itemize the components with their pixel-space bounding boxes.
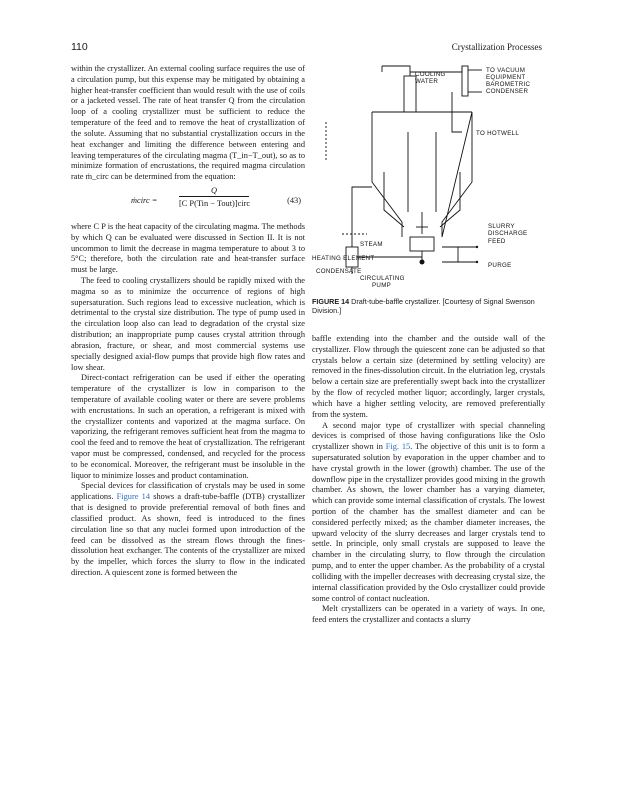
label-heating-element: HEATING ELEMENT [312, 255, 375, 262]
paragraph-text: shows a draft-tube-baffle (DTB) crystallizer that is designed to provide preferential removal of both fines and classified product. As shown, feed is introduced to the fines circulation line so that any nuclei formed upon introduction of the feed can be dissolved as the stream flows through the fines-dissolution heat exchanger. The contents of the crystallizer are mixed by the impeller, which forces the slurry to flow in the indicated direction. A quiescent zone is formed between the [71, 492, 305, 577]
label-cooling-water: COOLING WATER [415, 71, 446, 85]
equation-fraction [179, 186, 249, 208]
equation-number: (43) [287, 195, 301, 205]
equation-numerator: Q [179, 186, 249, 197]
paragraph: The feed to cooling crystallizers should be rapidly mixed with the magma so as to minimize the occurrence of regions of high supersaturation. Such regions lead to excessive nucleation, which is detrimental to the crystal size distribution. The type of pump used in the circulation loop also can lead to degradation of the crystal size distribution; an inappropriate pump causes crystal attrition through abrasion, fracture, or shear, and most commercial systems use specially designed axial-flow pumps that provide high flow rates and low shear. [71, 276, 305, 372]
label-circulating-pump: CIRCULATING PUMP [360, 275, 405, 289]
paragraph: baffle extending into the chamber and the outside wall of the crystallizer. Flow through the quiescent zone can be adjusted so that crystals below a certain size (determined by settling velocity) are removed in the fines-dissolution circuit. In the elutriation leg, crystals below a certain size are preferentially swept back into the crystallizer by the flow of recycled mother liquor; accordingly, larger crystals, which have a higher settling velocity, are removed preferentially from the system. [312, 334, 545, 419]
figure-14-diagram [312, 62, 545, 292]
paragraph: where C P is the heat capacity of the circulating magma. The methods by which Q can be evaluated were discussed in Section II. It is not uncommon to limit the decrease in magma temperature to about 3 to 5°C; therefore, both the circulation rate and heat-transfer surface must be large. [71, 221, 305, 275]
paragraph-text: . The objective of this unit is to form a supersaturated solution by evaporation in the upper chamber and to have crystal growth in the lower (growth) chamber. The use of the downflow pipe in the crystallizer provides good mixing in the growth chamber. As shown, the lower chamber has a varying diameter, which can provide some internal classification of crystals. The lowest portion of the chamber has the smallest diameter and can be considered perfectly mixed; as the chamber diameter increases, the upward velocity of the slurry decreases and larger crystals tend to settle. In principle, only small crystals are supposed to leave the chamber in the circulating slurry, to flow through the circulation pump, and to enter the upper chamber. As the probability of a crystal colliding with the impeller decreases with decreasing crystal size, the internal classification provided by the Oslo crystallizer could provide some control of contact nucleation. [312, 442, 545, 603]
page-number: 110 [71, 41, 88, 53]
paragraph-text: A second major type of crystallizer with special channeling devices is comprised of those having configurations like the Oslo crystallizer shown in [312, 420, 545, 452]
label-hotwell: TO HOTWELL [476, 130, 520, 137]
figure-caption-text: Draft-tube-baffle crystallizer. [Courtesy of Signal Swenson Division.] [312, 297, 535, 315]
label-feed: FEED [488, 238, 506, 245]
label-condensate: CONDENSATE [316, 268, 362, 275]
right-column [312, 334, 545, 626]
figure-14-link[interactable]: Figure 14 [116, 492, 150, 502]
label-slurry-discharge: SLURRY DISCHARGE [488, 223, 528, 237]
running-title: Crystallization Processes [451, 42, 542, 52]
equation-denominator: [C P(Tin − Tout)]circ [179, 198, 251, 208]
paragraph: Direct-contact refrigeration can be used if either the operating temperature of the crystallizer is low in comparison to the temperature of available cooling water or there are severe problems with encrustations. In such an operation, a refrigerant is mixed with the crystallizer contents and vaporized at the magma surface. On vaporizing, the refrigerant removes sufficient heat from the magma to cool the feed and to remove the heat of crystallization. The refrigerant vapor must be compressed, condensed, and recycled for the process to be economical. Moreover, the refrigerant must be insoluble in the liquor to minimize losses and product contamination. [71, 373, 305, 480]
label-purge: PURGE [488, 262, 512, 269]
equation-43 [71, 186, 305, 218]
paragraph [312, 421, 545, 605]
figure-caption [312, 297, 545, 315]
paragraph: Melt crystallizers can be operated in a variety of ways. In one, feed enters the crystallizer and contacts a slurry [312, 604, 545, 625]
label-steam: STEAM [360, 241, 383, 248]
figure-caption-label: FIGURE 14 [312, 297, 350, 306]
label-vacuum: TO VACUUM EQUIPMENT BAROMETRIC CONDENSER [486, 67, 531, 95]
paragraph-text: Special devices for classification of crystals may be used in some applications. [71, 481, 305, 502]
paragraph: within the crystallizer. An external cooling surface requires the use of a circulation pump, but this expense may be mitigated by obtaining a higher heat-transfer coefficient than would result with the use of coils or a jacketed vessel. The rate of heat transfer Q from the circulation loop of a cooling crystallizer must be sufficient to reduce the temperature of the feed and to remove the heat of crystallization of the solute. Assuming that no substantial crystallization occurs in the heat exchanger and limiting the difference between entering and leaving temperatures of the circulating magma (T_in−T_out), so as to minimize formation of encrustations, the required magma circulation rate ṁ_circ can be determined from the equation: [71, 64, 305, 182]
equation-lhs: ṁcirc = [131, 195, 158, 205]
paragraph [71, 481, 305, 578]
left-column [71, 64, 305, 579]
crystallizer-diagram [312, 62, 545, 292]
figure-15-link[interactable]: Fig. 15 [385, 442, 411, 452]
